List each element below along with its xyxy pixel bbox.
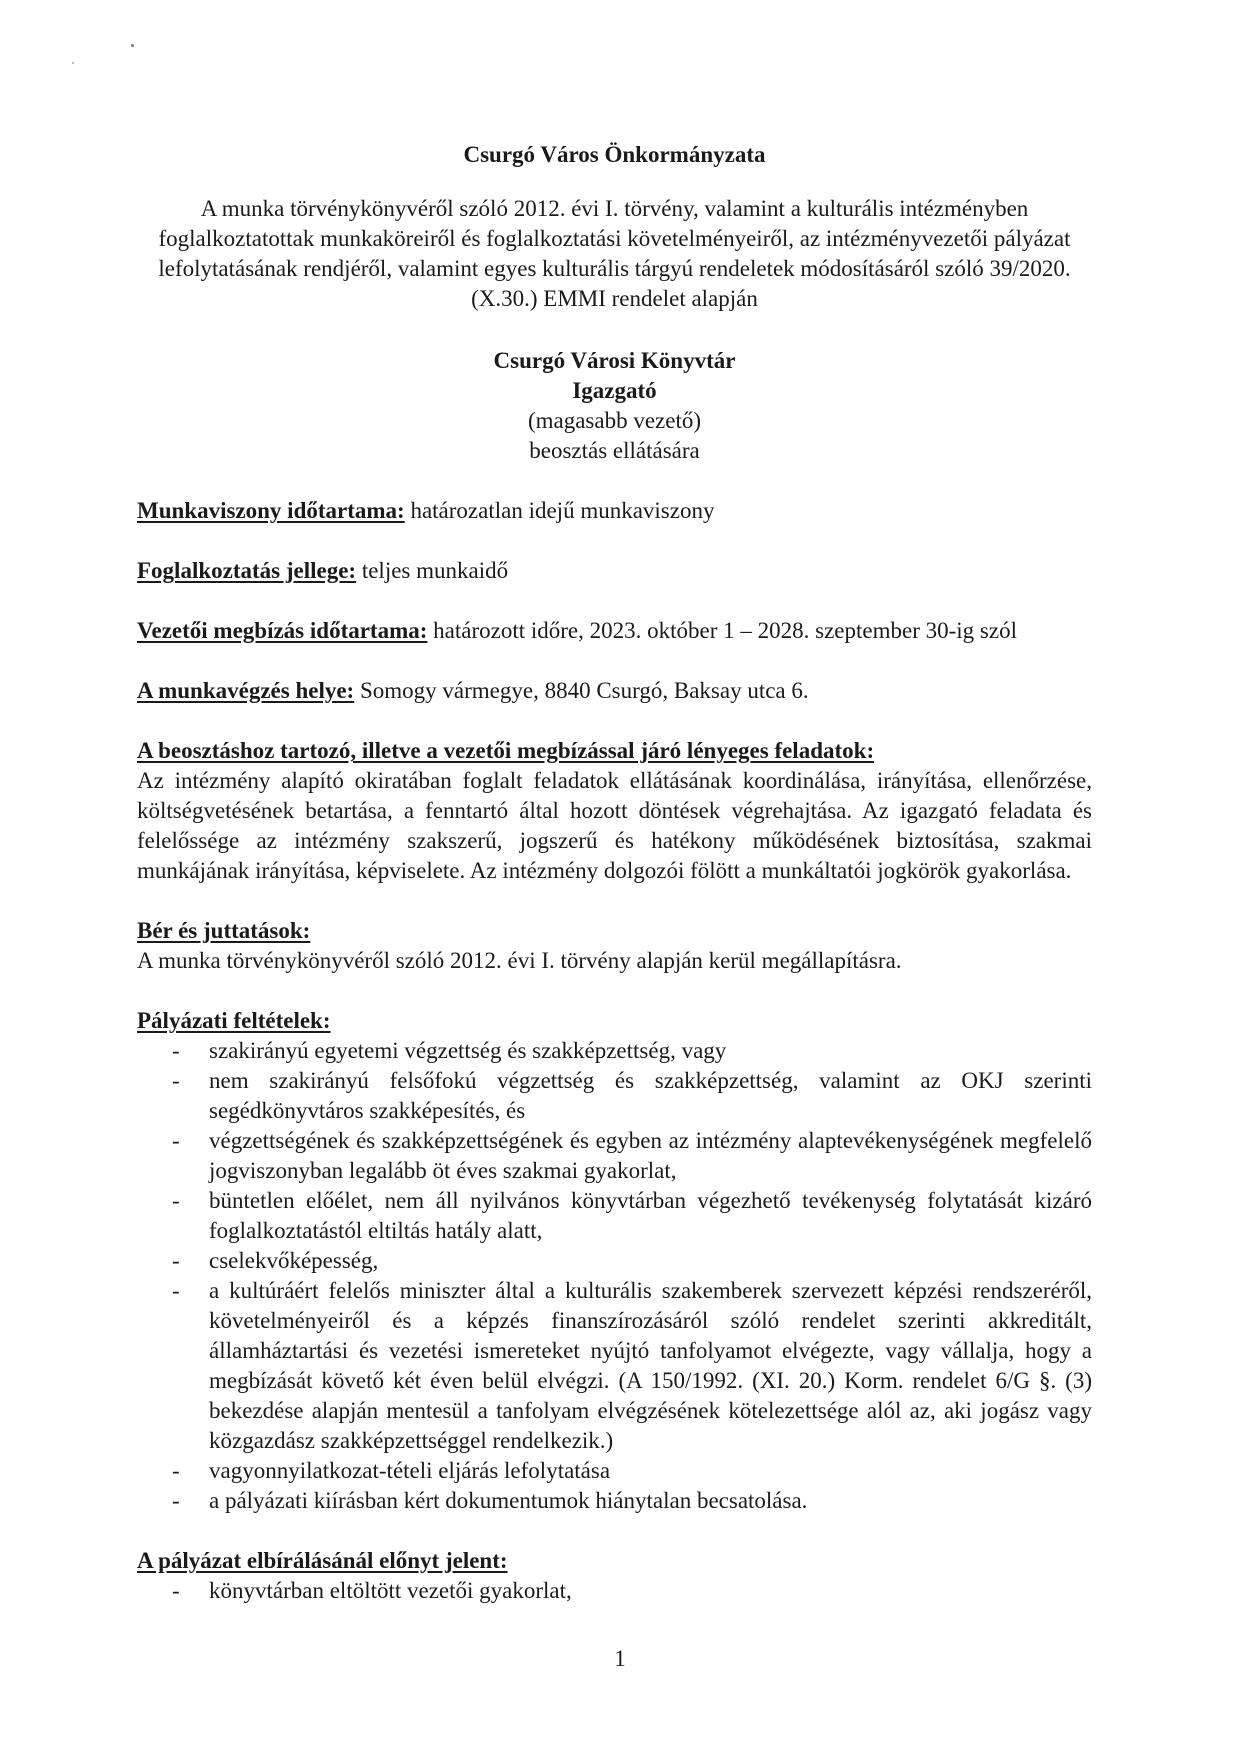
document-body <box>137 140 1092 1606</box>
field-workplace <box>137 676 1092 706</box>
list-item: - a kultúráért felelős miniszter által a kulturális szakemberek szervezett képzési rendszeréről, követelményeiről és a képzés finanszírozásáról szóló rendelet szerinti akkreditált, államháztartási és vezetési ismereteket nyújtó tanfolyamot elvégezte, vagy vállalja, hogy a megbízását követő két éven belül elvégzi. (A 150/1992. (XI. 20.) Korm. rendelet 6/G §. (3) bekezdése alapján mentesül a tanfolyam elvégzésének kötelezettsége alól az, aki jogász vagy közgazdász szakképzettséggel rendelkezik.) <box>172 1278 1092 1453</box>
dash-bullet: - <box>172 1488 180 1513</box>
field-label: A munkavégzés helye: <box>137 678 355 703</box>
section-heading: Bér és juttatások: <box>137 918 311 943</box>
dash-bullet: - <box>172 1578 180 1603</box>
list-item: - könyvtárban eltöltött vezetői gyakorlat, <box>137 1576 1092 1606</box>
position-level: (magasabb vezető) <box>527 408 702 433</box>
field-employment-duration <box>137 496 1092 526</box>
list-item: - nem szakirányú felsőfokú végzettség és szakképzettség, valamint az OKJ szerinti segédkönyvtáros szakképesítés, és <box>172 1068 1092 1123</box>
list-item: - vagyonnyilatkozat-tételi eljárás lefolytatása <box>137 1456 1092 1486</box>
advantages-list <box>137 1576 1092 1606</box>
scan-speck <box>72 62 74 64</box>
field-mandate-duration <box>137 616 1092 646</box>
field-value: határozott időre, 2023. október 1 – 2028. szeptember 30-ig szól <box>427 618 1017 643</box>
page-number: 1 <box>614 1646 626 1671</box>
organization-title: Csurgó Város Önkormányzata <box>463 142 766 167</box>
list-item: - büntetlen előélet, nem áll nyilvános könyvtárban végezhető tevékenység folytatását kizáró foglalkoztatástól eltiltás hatály alatt, <box>172 1188 1092 1243</box>
advantages-section <box>137 1546 1092 1606</box>
scan-speck <box>131 44 134 47</box>
list-item: - végzettségének és szakképzettségének és egyben az intézmény alaptevékenységének megfelelő jogviszonyban legalább öt éves szakmai gyakorlat, <box>172 1128 1092 1183</box>
field-label: Foglalkoztatás jellege: <box>137 558 357 583</box>
position-block <box>137 346 1092 466</box>
field-value: határozatlan idejű munkaviszony <box>404 498 715 523</box>
dash-bullet: - <box>172 1458 180 1483</box>
dash-bullet: - <box>172 1278 180 1303</box>
conditions-list <box>137 1036 1092 1516</box>
field-label: Vezetői megbízás időtartama: <box>137 618 428 643</box>
salary-text: A munka törvénykönyvéről szóló 2012. évi I. törvény alapján kerül megállapításra. <box>137 948 902 973</box>
section-heading: A beosztáshoz tartozó, illetve a vezetői megbízással járó lényeges feladatok: <box>137 738 875 763</box>
dash-bullet: - <box>172 1188 180 1213</box>
section-heading: Pályázati feltételek: <box>137 1008 331 1033</box>
dash-bullet: - <box>172 1128 180 1153</box>
list-item: - a pályázati kiírásban kért dokumentumok hiánytalan becsatolása. <box>137 1486 1092 1516</box>
dash-bullet: - <box>172 1038 180 1063</box>
salary-section <box>137 916 1092 976</box>
dash-bullet: - <box>172 1248 180 1273</box>
position-title: Igazgató <box>572 378 657 403</box>
institution-name: Csurgó Városi Könyvtár <box>493 348 736 373</box>
conditions-section <box>137 1006 1092 1516</box>
list-item: - szakirányú egyetemi végzettség és szakképzettség, vagy <box>137 1036 1092 1066</box>
duties-section <box>137 736 1092 886</box>
field-employment-type <box>137 556 1092 586</box>
field-value: teljes munkaidő <box>356 558 509 583</box>
list-item: - cselekvőképesség, <box>137 1246 1092 1276</box>
legal-basis: A munka törvénykönyvéről szóló 2012. évi I. törvény, valamint a kulturális intézményben foglalkoztatottak munkaköreiről és foglalkoztatási követelményeiről, az intézményvezetői pályázat lefolytatásának rendjéről, valamint egyes kulturális tárgyú rendeletek módosításáról szóló 39/2020. (X.30.) EMMI rendelet alapján <box>158 196 1071 311</box>
duties-text: Az intézmény alapító okiratában foglalt feladatok ellátásának koordinálása, irányítása, ellenőrzése, költségvetésének betartása, a fenntartó által hozott döntések végrehajtása. Az igazgató feladata és felelőssége az intézmény szakszerű, jogszerű és hatékony működésének biztosítása, szakmai munkájának irányítása, képviselete. Az intézmény dolgozói fölött a munkáltatói jogkörök gyakorlása. <box>137 768 1092 883</box>
field-label: Munkaviszony időtartama: <box>137 498 405 523</box>
position-assignment: beosztás ellátására <box>529 438 700 463</box>
field-value: Somogy vármegye, 8840 Csurgó, Baksay utca 6. <box>354 678 809 703</box>
dash-bullet: - <box>172 1068 180 1093</box>
section-heading: A pályázat elbírálásánál előnyt jelent: <box>137 1548 508 1573</box>
